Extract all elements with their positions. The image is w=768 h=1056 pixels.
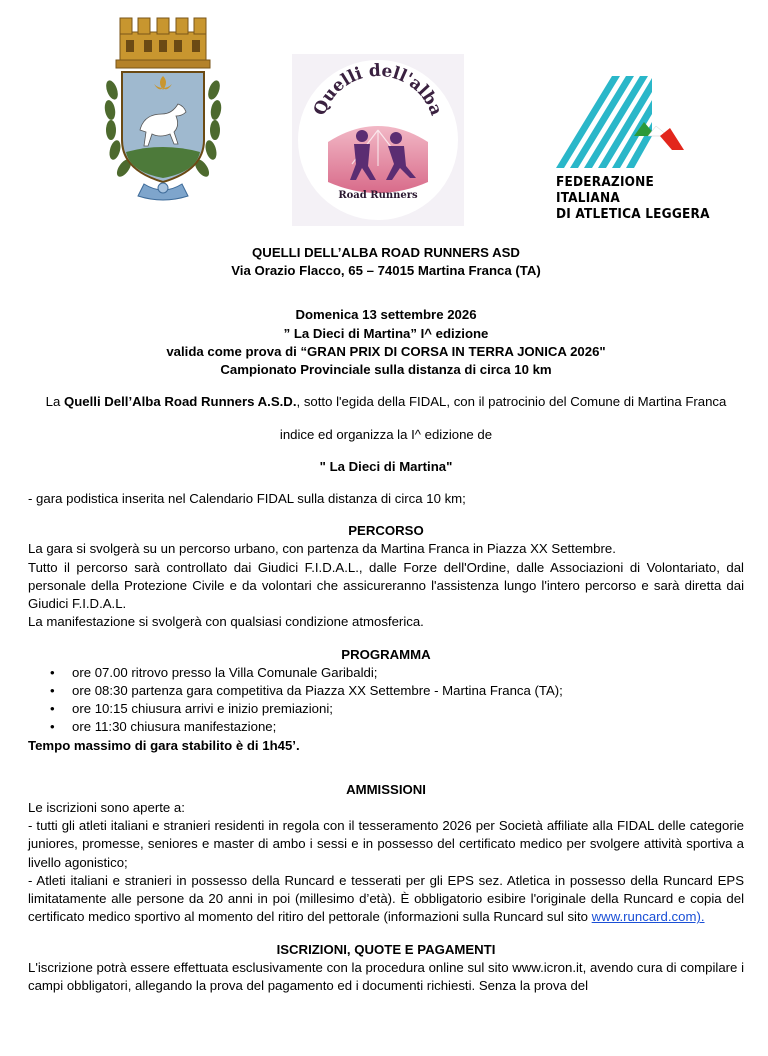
fidal-logo-line1: FEDERAZIONE ITALIANA (556, 174, 655, 207)
org-name: QUELLI DELL’ALBA ROAD RUNNERS ASD (252, 245, 520, 260)
martina-franca-crest-logo (104, 10, 222, 202)
intro-prefix: La (45, 394, 64, 410)
intro-org-name: Quelli Dell’Alba Road Runners A.S.D. (63, 394, 297, 410)
list-item: • ore 11:30 chiusura manifestazione; (72, 718, 744, 736)
event-title-line: ” La Dieci di Martina” I^ edizione (283, 325, 489, 341)
fidal-logo-line2: DI ATLETICA LEGGERA (556, 206, 710, 223)
runcard-link[interactable]: www.runcard.com). (591, 909, 705, 925)
alba-logo-sub-text: Road Runners (338, 190, 418, 201)
tempo-massimo: Tempo massimo di gara stabilito è di 1h45’. (28, 737, 300, 753)
logo-bar (0, 0, 768, 232)
event-grand-prix: valida come prova di “GRAN PRIX DI CORSA IN TERRA JONICA 2026" (166, 343, 606, 359)
ammissioni-p1: Le iscrizioni sono aperte a: (28, 800, 185, 816)
intro-calendar: - gara podistica inserita nel Calendario FIDAL sulla distanza di circa 10 km; (28, 490, 466, 506)
list-item: • ore 10:15 chiusura arrivi e inizio premiazioni; (72, 700, 744, 718)
intro-indice: indice ed organizza la I^ edizione de (279, 426, 493, 442)
org-address: Via Orazio Flacco, 65 – 74015 Martina Franca (TA) (231, 263, 541, 279)
intro-rest: , sotto l'egida della FIDAL, con il patrocinio del Comune di Martina Franca (296, 394, 727, 410)
event-header (28, 306, 744, 379)
programma-heading: PROGRAMMA (341, 646, 431, 662)
programma-list (28, 664, 744, 737)
ammissioni-p3-text: - Atleti italiani e stranieri in possesso della Runcard e tesserati per gli EPS sez. Atletica in possesso della Runcard EPS limitatamente alle persone da 20 anni in poi (millesimo d’età). È obbligatorio esibire l'originale della Runcard e copia del certificato medico sportivo al momento del ritiro del pettorale (informazioni sulla Runcard sul sito (28, 872, 744, 925)
intro-paragraph (28, 393, 744, 411)
ammissioni-p3 (28, 872, 744, 927)
iscrizioni-heading: ISCRIZIONI, QUOTE E PAGAMENTI (276, 941, 496, 957)
race-name: " La Dieci di Martina" (319, 458, 453, 474)
percorso-p1: La gara si svolgerà su un percorso urbano, con partenza da Martina Franca in Piazza XX Settembre. (28, 541, 616, 557)
quelli-dell-alba-logo (292, 54, 464, 226)
percorso-p2: Tutto il percorso sarà controllato dai Giudici F.I.D.A.L., dalle Forze dell'Ordine, dalle Associazioni di Volontariato, dal personale della Protezione Civile e da volontari che assicureranno l'assistenza lungo l'intero percorso e sarà diretta dai Giudici F.I.D.A.L. (28, 559, 744, 612)
list-item: • ore 08:30 partenza gara competitiva da Piazza XX Settembre - Martina Franca (TA); (72, 682, 744, 700)
list-item: • ore 07.00 ritrovo presso la Villa Comunale Garibaldi; (72, 664, 744, 682)
fidal-logo-text (556, 174, 716, 223)
org-header (28, 244, 744, 280)
event-championship: Campionato Provinciale sulla distanza di circa 10 km (220, 362, 552, 378)
alba-logo-arc-text: Quelli dell'alba (309, 60, 447, 119)
event-date: Domenica 13 settembre 2026 (295, 307, 477, 323)
iscrizioni-p1: L'iscrizione potrà essere effettuata esclusivamente con la procedura online sul sito www.icron.it, avendo cura di compilare i campi obbligatori, allegando la prova del pagamento ed i documenti richiesti. Senza la prova del (28, 959, 744, 993)
document-body (28, 244, 744, 995)
percorso-heading: PERCORSO (348, 523, 424, 539)
percorso-p3: La manifestazione si svolgerà con qualsiasi condizione atmosferica. (28, 614, 424, 630)
ammissioni-p2: - tutti gli atleti italiani e stranieri residenti in regola con il tesseramento 2026 per Società affiliate alla FIDAL delle categorie juniores, promesse, seniores e master di ambo i sessi e in possesso del certificato medico per svolgere attività sportiva a livello agonistico; (28, 818, 744, 870)
ammissioni-heading: AMMISSIONI (346, 781, 426, 797)
